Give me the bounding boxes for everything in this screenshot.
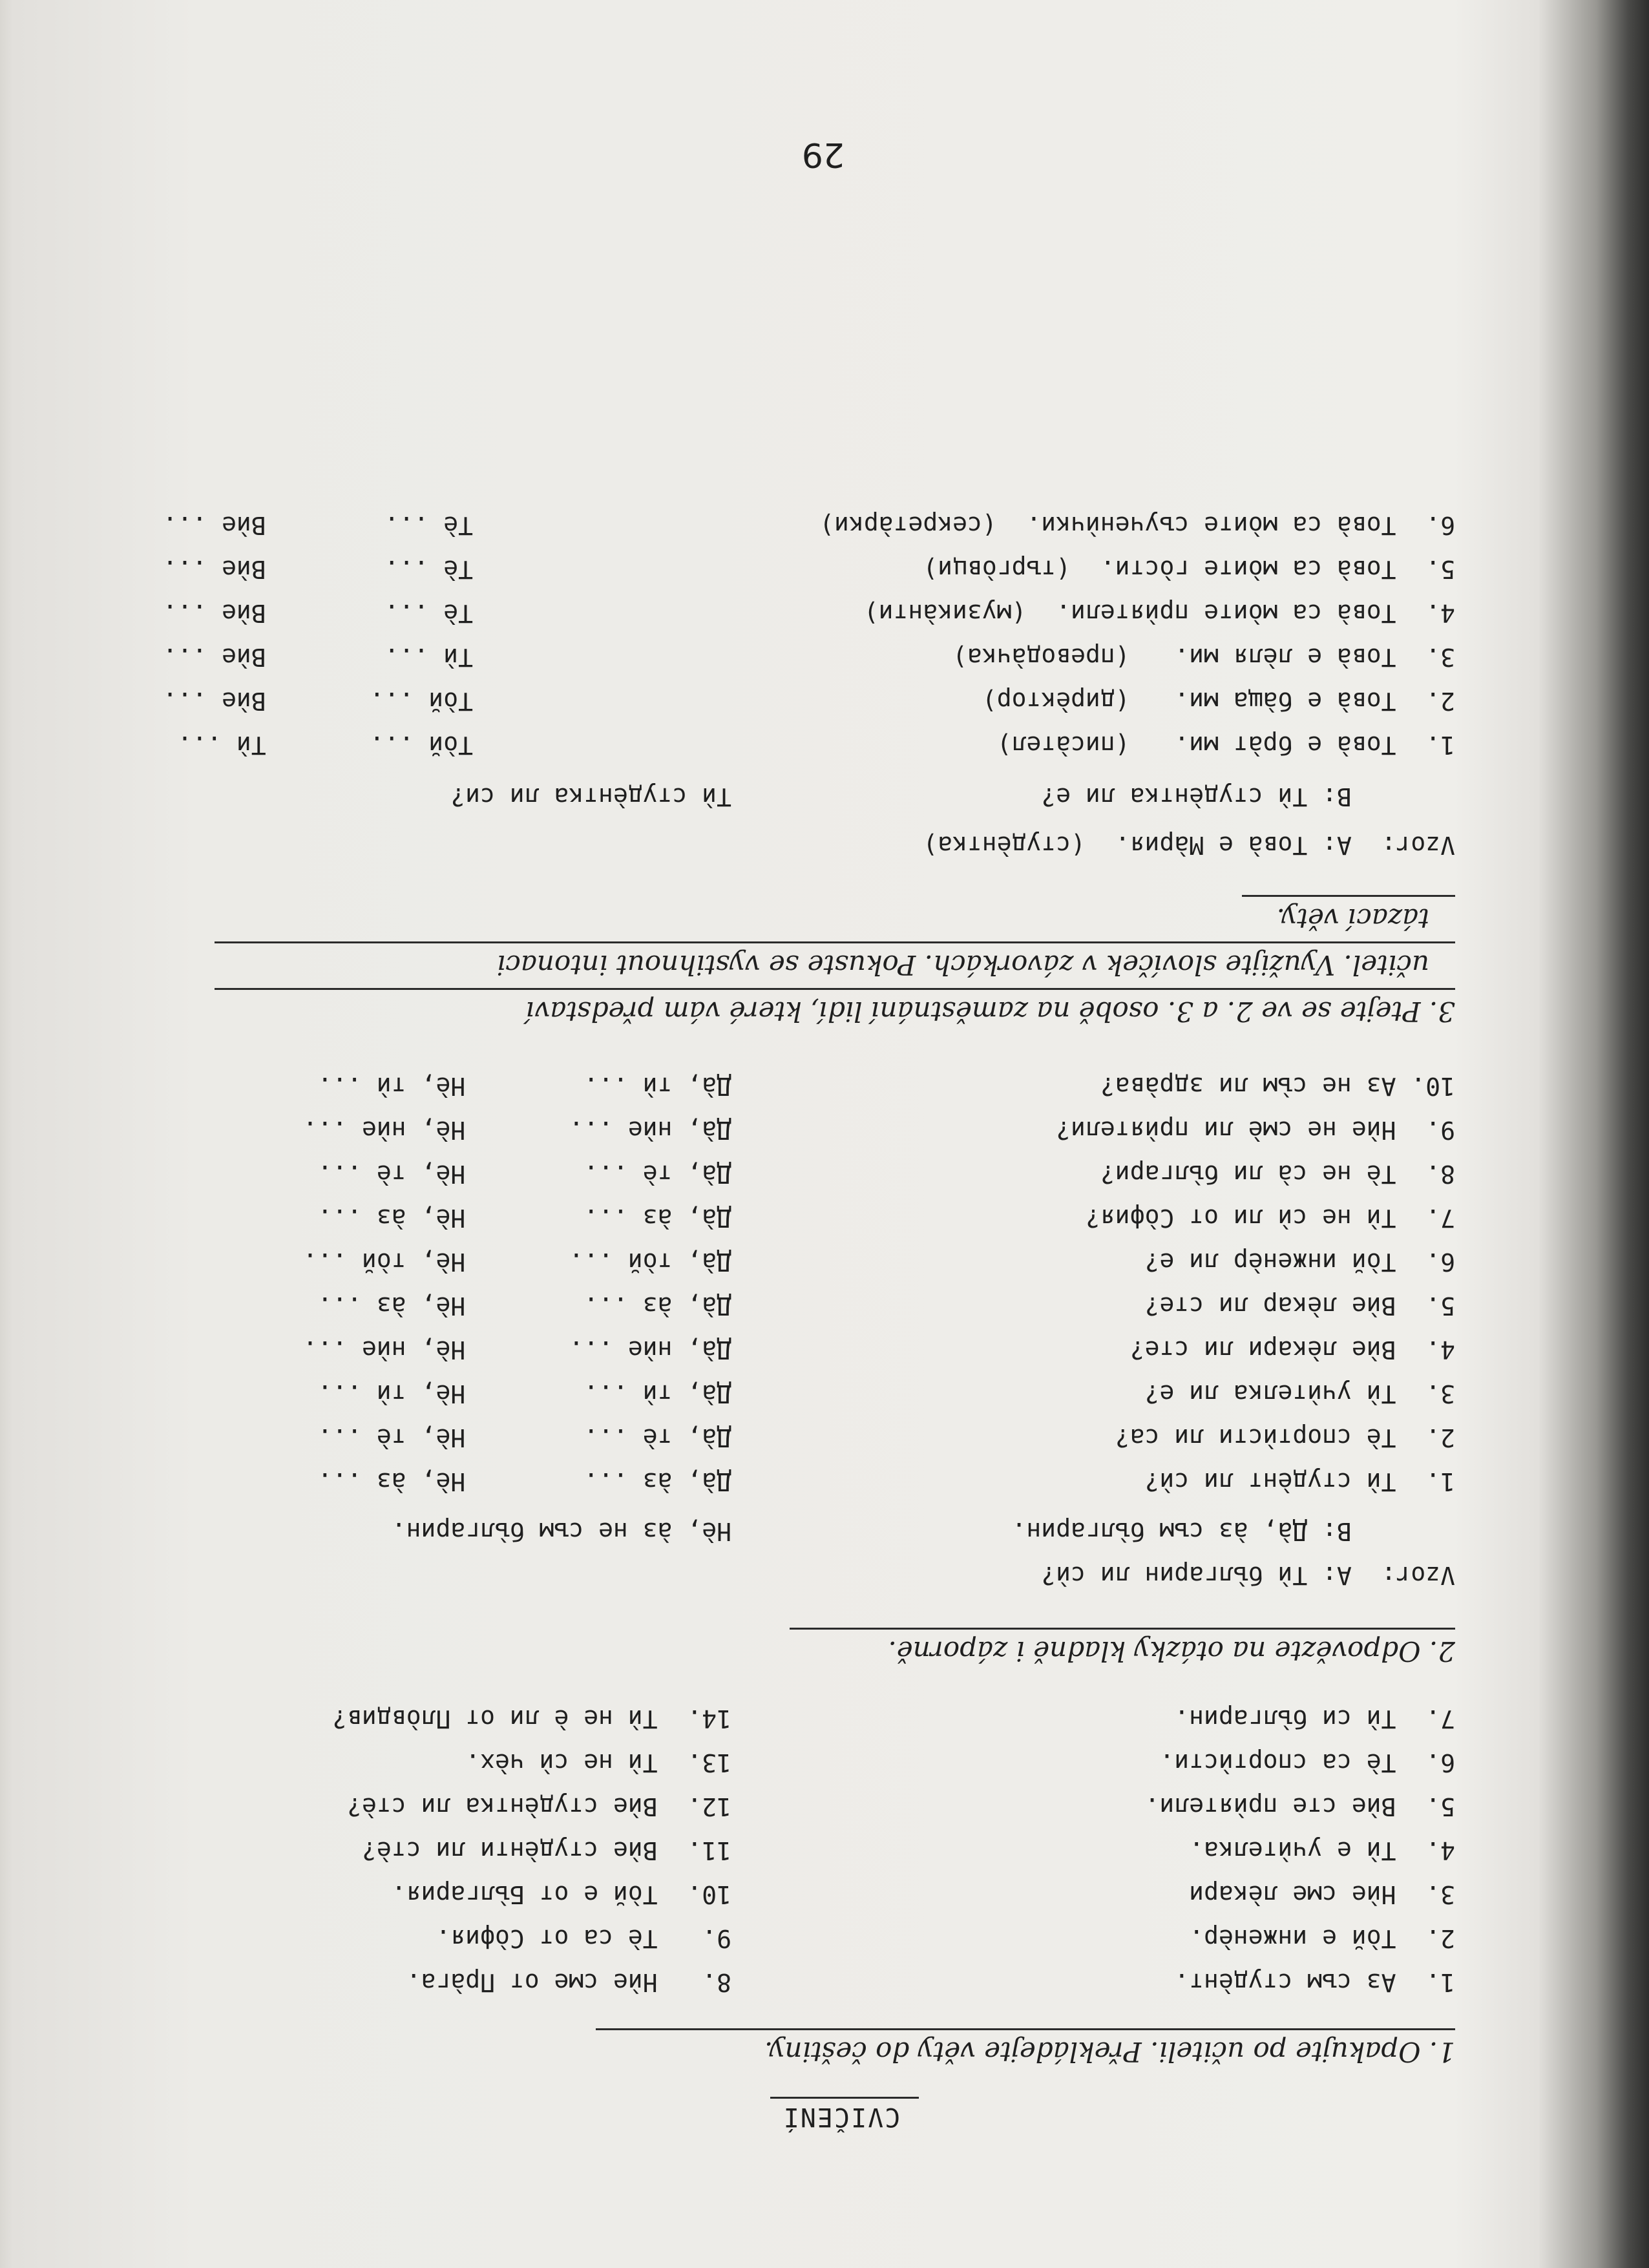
exercise-1-left-4: 4. Тѝ е учѝтелка.: [1189, 1836, 1455, 1865]
exercise-1-heading: 1. Opakujte po učiteli. Překládejte věty do češtiny.: [764, 2036, 1455, 2068]
exercise-2-question-4: 4. Вѝе лѐкари ли сте?: [1129, 1336, 1455, 1364]
exercise-2-question-9: 9. Нѝе не смѐ ли прѝятели?: [1056, 1116, 1455, 1144]
exercise-3-item-5: 5. Товà са мòите гòсти. (търгòвци): [923, 555, 1455, 583]
exercise-2-question-5: 5. Вѝе лѐкар ли сте?: [1144, 1292, 1455, 1320]
exercise-1-left-5: 5. Вѝе сте прѝятели.: [1144, 1792, 1455, 1821]
page-title: CVIČENÍ: [782, 2102, 901, 2132]
exercise-3-item-3: 3. Товà е лѐля ми. (преводàчка): [952, 643, 1455, 671]
exercise-3-item-1: 1. Товà е брàт ми. (писàтел): [996, 731, 1455, 759]
exercise-1-left-6: 6. Тѐ са спортѝсти.: [1159, 1748, 1455, 1777]
exercise-1-right-10: 10. Тòй е от Бъ̀лгария.: [391, 1880, 731, 1909]
exercise-2-answer-1: Дà, àз ... Нѐ, àз ...: [317, 1467, 731, 1496]
exercise-2-answer-9: Дà, нѝе ... Нѐ, нѝе ...: [302, 1116, 731, 1144]
exercise-3-rule-3: [1242, 895, 1455, 897]
exercise-2-answer-8: Дà, тѐ ... Нѐ, тѐ ...: [317, 1160, 731, 1188]
page-content: [79, 116, 1455, 2132]
exercise-1-right-14: 14. Тѝ не ѐ ли от Плòвдив?: [332, 1705, 731, 1733]
exercise-2-answer-6: Дà, тòй ... Нѐ, тòй ...: [302, 1248, 731, 1276]
exercise-2-answer-10: Дà, тѝ ... Нѐ, тѝ ...: [317, 1072, 731, 1100]
exercise-3-model-b: B: Тѝ студѐнтка ли е?: [1041, 782, 1455, 811]
exercise-2-answer-2: Дà, тѐ ... Нѐ, тѐ ...: [317, 1423, 731, 1452]
exercise-1-rule: [596, 2028, 1455, 2030]
exercise-2-question-7: 7. Тѝ не сѝ ли от Сòфия?: [1086, 1204, 1455, 1232]
exercise-1-left-1: 1. Аз съм студѐнт.: [1174, 1968, 1455, 1997]
exercise-3-answer-6: Тѐ ... Вѝе ...: [162, 511, 473, 540]
exercise-2-question-6: 6. Тòй инженѐр ли е?: [1144, 1248, 1455, 1276]
exercise-1-right-11: 11. Вѝе студѐнти ли стѐ?: [362, 1836, 731, 1865]
exercise-2-heading: 2. Odpovězte na otázky kladně i záporně.: [888, 1635, 1455, 1667]
exercise-2-model-negative: Нѐ, àз не съм бъ̀лгарин.: [391, 1517, 731, 1546]
exercise-3-item-2: 2. Товà е бàща ми. (дирѐктор): [982, 687, 1455, 715]
exercise-3-item-4: 4. Товà са мòите прѝятели. (музикàнти): [863, 599, 1455, 627]
exercise-2-model-a: Vzor: A: Тѝ бъ̀лгарин ли сѝ?: [1041, 1561, 1455, 1590]
exercise-3-rule-1: [215, 988, 1455, 990]
exercise-2-question-2: 2. Тѐ спортѝсти ли са?: [1115, 1423, 1455, 1452]
exercise-2-question-8: 8. Тѐ не сà ли бъ̀лгари?: [1100, 1160, 1455, 1188]
exercise-1-left-7: 7. Тѝ си бъ̀лгарин.: [1174, 1705, 1455, 1733]
exercise-3-answer-3: Тѝ ... Вѝе ...: [162, 643, 473, 671]
exercise-3-model-b2: Тѝ студѐнтка ли си?: [450, 782, 731, 811]
exercise-2-answer-4: Дà, нѝе ... Нѐ, нѝе ...: [302, 1336, 731, 1364]
page-number: 29: [801, 135, 845, 174]
exercise-2-answer-3: Дà, тѝ ... Нѐ, тѝ ...: [317, 1380, 731, 1408]
exercise-2-answer-5: Дà, àз ... Нѐ, àз ...: [317, 1292, 731, 1320]
exercise-1-right-13: 13. Тѝ не сѝ чѐх.: [465, 1748, 731, 1777]
exercise-3-heading-line-3: tázací věty.: [1276, 903, 1455, 934]
exercise-1-right-9: 9. Тѐ са от Сòфия.: [436, 1924, 731, 1953]
exercise-3-answer-1: Тòй ... Тѝ ...: [177, 731, 473, 759]
exercise-1-left-2: 2. Тòй е инженѐр.: [1189, 1924, 1455, 1953]
exercise-2-rule: [790, 1628, 1455, 1630]
exercise-3-model-a: Vzor: A: Товà е Мàрия. (студѐнтка): [923, 831, 1455, 859]
exercise-2-question-1: 1. Тѝ студѐнт ли сѝ?: [1144, 1467, 1455, 1496]
exercise-3-answer-5: Тѐ ... Вѝе ...: [162, 555, 473, 583]
exercise-1-left-3: 3. Нѝе сме лѐкари: [1189, 1880, 1455, 1909]
exercise-2-answer-7: Дà, àз ... Нѐ, àз ...: [317, 1204, 731, 1232]
exercise-3-item-6: 6. Товà са мòите съученѝчки. (секретàрки): [819, 511, 1455, 540]
exercise-3-answer-4: Тѐ ... Вѝе ...: [162, 599, 473, 627]
exercise-2-model-b: B: Дà, àз съм бъ̀лгарин.: [1011, 1517, 1455, 1546]
exercise-3-heading-line-1: 3. Ptejte se ve 2. a 3. osobě na zaměstnání lidí, které vám představí: [526, 996, 1455, 1027]
exercise-2-question-10: 10. Аз не съ̀м ли здрàва?: [1100, 1072, 1455, 1100]
exercise-1-right-12: 12. Вѝе студѐнтка ли стѐ?: [347, 1792, 731, 1821]
title-underline: [770, 2097, 919, 2099]
exercise-3-answer-2: Тòй ... Вѝе ...: [162, 687, 473, 715]
exercise-1-right-8: 8. Нѝе сме от Прàга.: [406, 1968, 731, 1997]
exercise-3-rule-2: [215, 941, 1455, 943]
exercise-3-heading-line-2: učitel. Využijte slovíček v závorkách. Pokuste se vystihnout intonaci: [496, 949, 1455, 981]
exercise-2-question-3: 3. Тѝ учѝтелка ли е?: [1144, 1380, 1455, 1408]
